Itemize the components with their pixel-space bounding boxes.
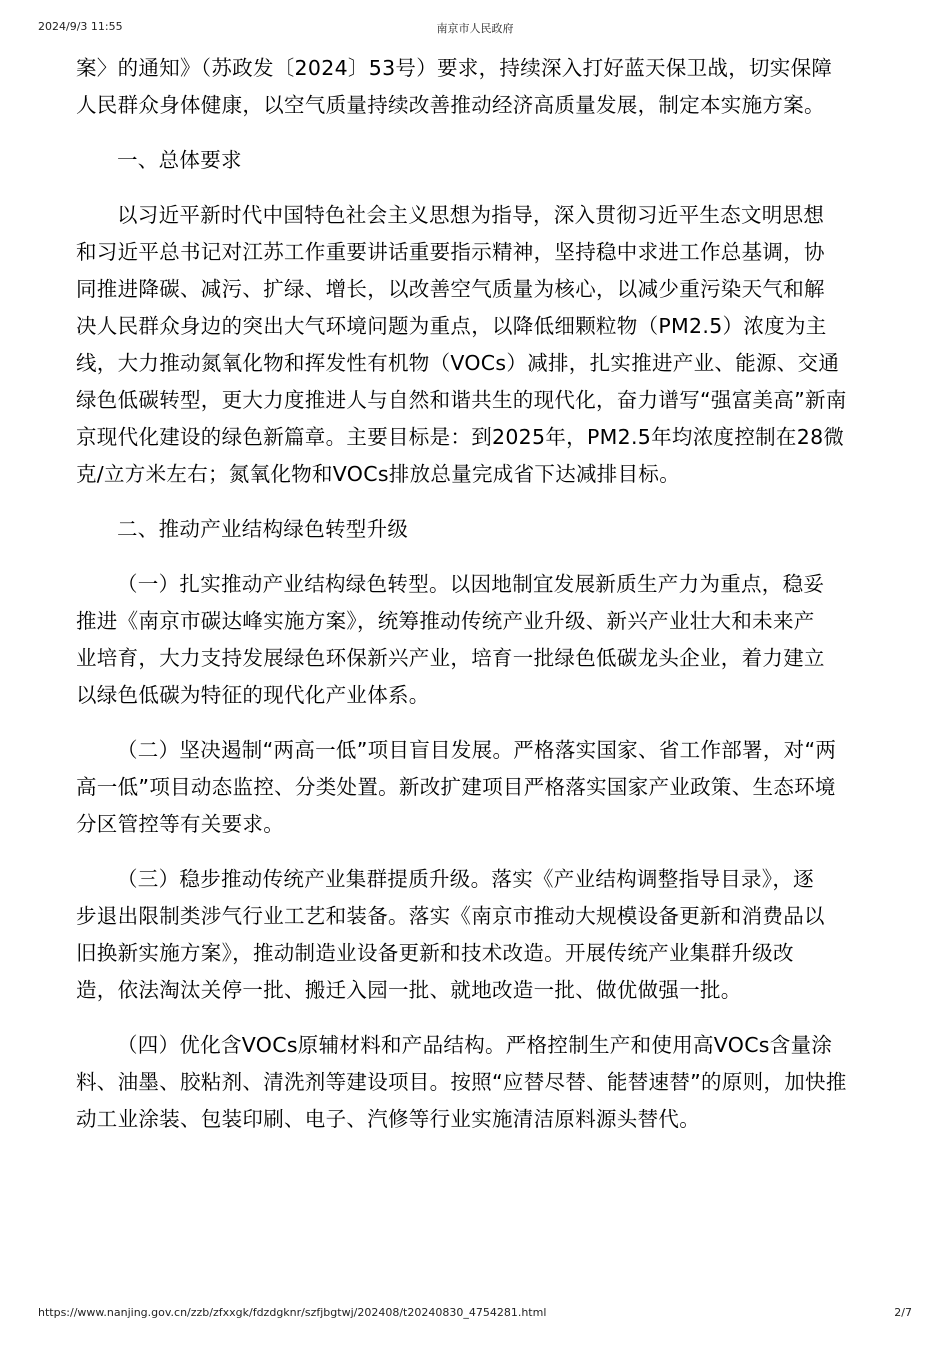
text-line: （一）扎实推动产业结构绿色转型。以因地制宜发展新质生产力为重点，稳妥	[117, 572, 825, 596]
text-line: 步退出限制类涉气行业工艺和装备。落实《南京市推动大规模设备更新和消费品以	[76, 904, 825, 928]
text-line: 京现代化建设的绿色新篇章。主要目标是：到2025年，PM2.5年均浓度控制在28微	[76, 425, 845, 449]
item2-paragraph	[76, 732, 876, 843]
text-line: 造，依法淘汰关停一批、搬迁入园一批、就地改造一批、做优做强一批。	[76, 978, 742, 1002]
text-line: 高一低”项目动态监控、分类处置。新改扩建项目严格落实国家产业政策、生态环境	[76, 775, 836, 799]
text-line: 推进《南京市碳达峰实施方案》，统筹推动传统产业升级、新兴产业壮大和未来产	[76, 609, 815, 633]
text-line: （二）坚决遏制“两高一低”项目盲目发展。严格落实国家、省工作部署，对“两	[117, 738, 837, 762]
text-line: 业培育，大力支持发展绿色环保新兴产业，培育一批绿色低碳龙头企业，着力建立	[76, 646, 825, 670]
section-heading-1: 一、总体要求	[117, 148, 242, 172]
print-header	[38, 20, 912, 38]
text-line: 绿色低碳转型，更大力度推进人与自然和谐共生的现代化，奋力谱写“强富美高”新南	[76, 388, 847, 412]
section-heading-2: 二、推动产业结构绿色转型升级	[117, 517, 409, 541]
item1-paragraph	[76, 566, 876, 714]
item4-paragraph	[76, 1027, 876, 1138]
text-line: 线，大力推动氮氧化物和挥发性有机物（VOCs）减排，扎实推进产业、能源、交通	[76, 351, 840, 375]
page-url: https://www.nanjing.gov.cn/zzb/zfxxgk/fdzdgknr/szfjbgtwj/202408/t20240830_4754281.html	[38, 1306, 547, 1319]
text-line: 动工业涂装、包装印刷、电子、汽修等行业实施清洁原料源头替代。	[76, 1107, 700, 1131]
page-number: 2/7	[894, 1306, 912, 1319]
section1-paragraph	[76, 197, 876, 493]
item3-paragraph	[76, 861, 876, 1009]
text-line: 分区管控等有关要求。	[76, 812, 284, 836]
text-line: 以习近平新时代中国特色社会主义思想为指导，深入贯彻习近平生态文明思想	[117, 203, 825, 227]
text-line: 以绿色低碳为特征的现代化产业体系。	[76, 683, 430, 707]
text-line: 克/立方米左右；氮氧化物和VOCs排放总量完成省下达减排目标。	[76, 462, 680, 486]
text-line: 料、油墨、胶粘剂、清洗剂等建设项目。按照“应替尽替、能替速替”的原则，加快推	[76, 1070, 847, 1094]
text-line: 人民群众身体健康，以空气质量持续改善推动经济高质量发展，制定本实施方案。	[76, 93, 825, 117]
print-footer	[38, 1306, 912, 1324]
text-line: （四）优化含VOCs原辅材料和产品结构。严格控制生产和使用高VOCs含量涂	[117, 1033, 833, 1057]
text-line: 案〉的通知》（苏政发〔2024〕53号）要求，持续深入打好蓝天保卫战，切实保障	[76, 56, 833, 80]
document-body	[76, 50, 876, 1156]
intro-paragraph	[76, 50, 876, 124]
print-datetime: 2024/9/3 11:55	[38, 20, 123, 33]
text-line: （三）稳步推动传统产业集群提质升级。落实《产业结构调整指导目录》，逐	[117, 867, 814, 891]
text-line: 同推进降碳、减污、扩绿、增长，以改善空气质量为核心，以减少重污染天气和解	[76, 277, 825, 301]
text-line: 决人民群众身边的突出大气环境问题为重点，以降低细颗粒物（PM2.5）浓度为主	[76, 314, 827, 338]
site-title: 南京市人民政府	[436, 22, 514, 35]
text-line: 和习近平总书记对江苏工作重要讲话重要指示精神，坚持稳中求进工作总基调，协	[76, 240, 825, 264]
text-line: 旧换新实施方案》，推动制造业设备更新和技术改造。开展传统产业集群升级改	[76, 941, 794, 965]
